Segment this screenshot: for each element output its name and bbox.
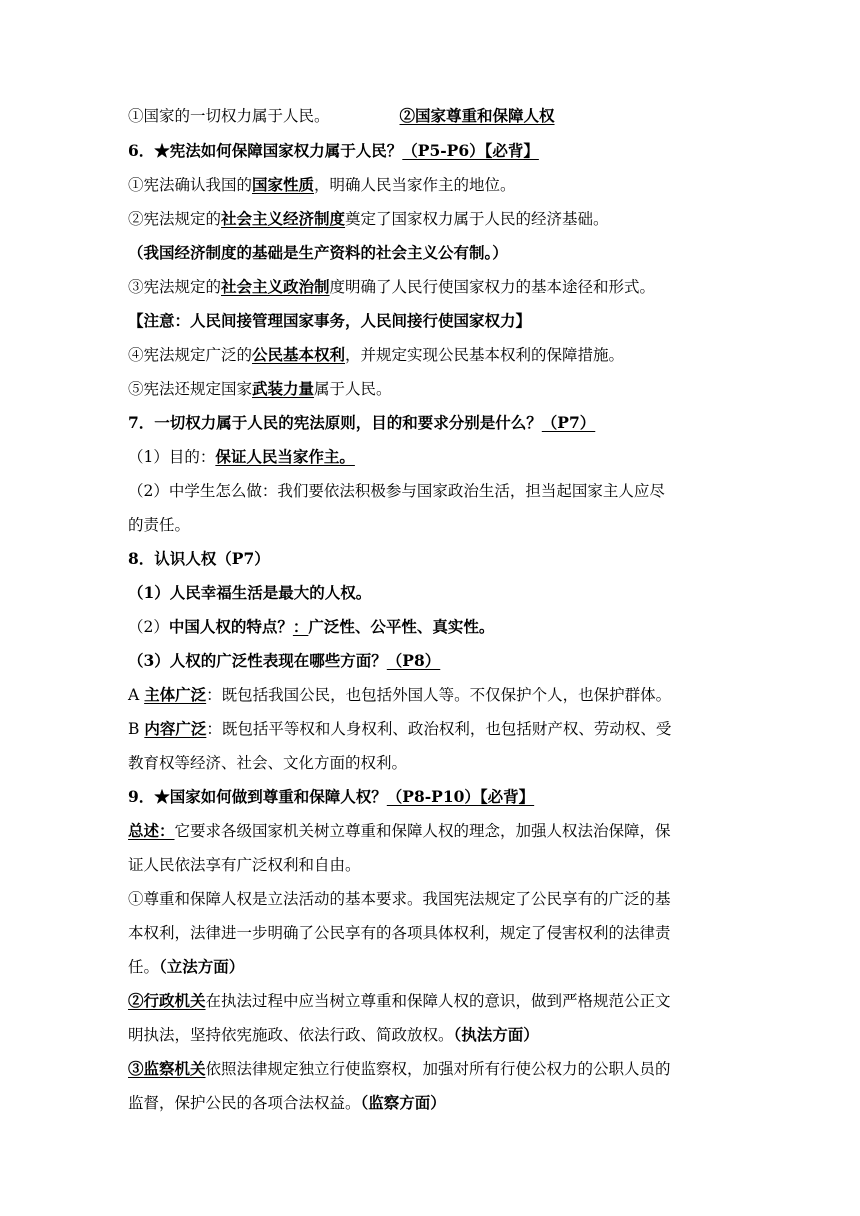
answer-6-3: ③宪法规定的社会主义政治制度明确了人民行使国家权力的基本途径和形式。 [128,277,656,296]
summary-line: 总述：它要求各级国家机关树立尊重和保障人权的理念，加强人权法治保障，保 [128,821,671,840]
answer-8-3-b: B 内容广泛：既包括平等权和人身权利、政治权利，也包括财产权、劳动权、受 [128,719,672,738]
line-rights-principles [128,106,734,126]
question-9-text: 9．★国家如何做到尊重和保障人权？ [128,787,387,806]
answer-8-3-b-cont: 教育权等经济、社会、文化方面的权利。 [128,754,408,772]
answer-6-1: ①宪法确认我国的国家性质，明确人民当家作主的地位。 [128,175,516,194]
principle-power: ①国家的一切权力属于人民。 [128,107,330,125]
answer-6-5: ⑤宪法还规定国家武装力量属于人民。 [128,379,392,398]
question-6-ref: （P5-P6）【必背】 [402,141,539,160]
key-term: 保证人民当家作主。 [215,447,355,466]
key-term: 社会主义政治制 [221,277,330,296]
answer-9-1-end: 任。（立法方面） [128,957,245,976]
principle-human-rights: ②国家尊重和保障人权 [399,106,555,125]
answer-9-1: ①尊重和保障人权是立法活动的基本要求。我国宪法规定了公民享有的广泛的基 [128,890,671,908]
answer-9-2: ②行政机关在执法过程中应当树立尊重和保障人权的意识，做到严格规范公正文 [128,991,671,1010]
key-term: ②行政机关 [128,991,206,1010]
note-economic-basis: （我国经济制度的基础是生产资料的社会主义公有制。） [128,243,508,262]
question-9-heading [128,787,734,807]
key-term: 公民基本权利 [252,345,346,364]
aspect-label: （立法方面） [159,957,245,976]
summary-line-cont: 证人民依法享有广泛权利和自由。 [128,856,361,874]
key-term: ③监察机关 [128,1059,206,1078]
answer-9-1-cont: 本权利，法律进一步明确了公民享有的各项具体权利，规定了侵害权利的法律责 [128,924,671,942]
question-7-ref: （P7） [541,413,596,432]
answer-9-3-cont: 监督，保护公民的各项合法权益。（监察方面） [128,1093,446,1112]
question-6-heading [128,141,734,161]
answer-7-2-cont: 的责任。 [128,516,191,534]
question-7-text: 7．一切权力属于人民的宪法原则，目的和要求分别是什么？ [128,413,542,432]
answer-8-1: （1）人民幸福生活是最大的人权。 [128,583,372,602]
answer-6-2: ②宪法规定的社会主义经济制度奠定了国家权力属于人民的经济基础。 [128,209,609,228]
answer-9-3: ③监察机关依照法律规定独立行使监察权，加强对所有行使公权力的公职人员的 [128,1059,671,1078]
aspect-label: （监察方面） [360,1093,446,1112]
question-7-heading [128,413,734,433]
answer-9-2-cont: 明执法，坚持依宪施政、依法行政、简政放权。（执法方面） [128,1025,539,1044]
question-8-ref: （P8） [386,651,441,670]
answer-7-1: （1）目的：保证人民当家作主。 [128,447,355,466]
aspect-label: （执法方面） [453,1025,539,1044]
key-term: 内容广泛 [144,719,207,738]
key-term: 国家性质 [252,175,315,194]
answer-8-3: （3）人权的广泛性表现在哪些方面？（P8） [128,651,441,670]
summary-label: 总述： [128,821,175,840]
answer-8-2: （2）中国人权的特点？：广泛性、公平性、真实性。 [128,617,495,636]
question-9-ref: （P8-P10）【必背】 [386,787,535,806]
answer-7-2: （2）中学生怎么做：我们要依法积极参与国家政治生活，担当起国家主人应尽 [128,482,665,500]
note-indirect: 【注意：人民间接管理国家事务，人民间接行使国家权力】 [128,311,532,330]
key-term: 武装力量 [252,379,315,398]
question-8-heading: 8．认识人权（P7） [128,549,270,568]
key-term: 社会主义经济制度 [221,209,346,228]
answer-8-3-a: A 主体广泛：既包括我国公民，也包括外国人等。不仅保护个人，也保护群体。 [128,685,672,704]
question-6-text: 6．★宪法如何保障国家权力属于人民？ [128,141,403,160]
key-term: 主体广泛 [144,685,207,704]
answer-6-4: ④宪法规定广泛的公民基本权利，并规定实现公民基本权利的保障措施。 [128,345,625,364]
